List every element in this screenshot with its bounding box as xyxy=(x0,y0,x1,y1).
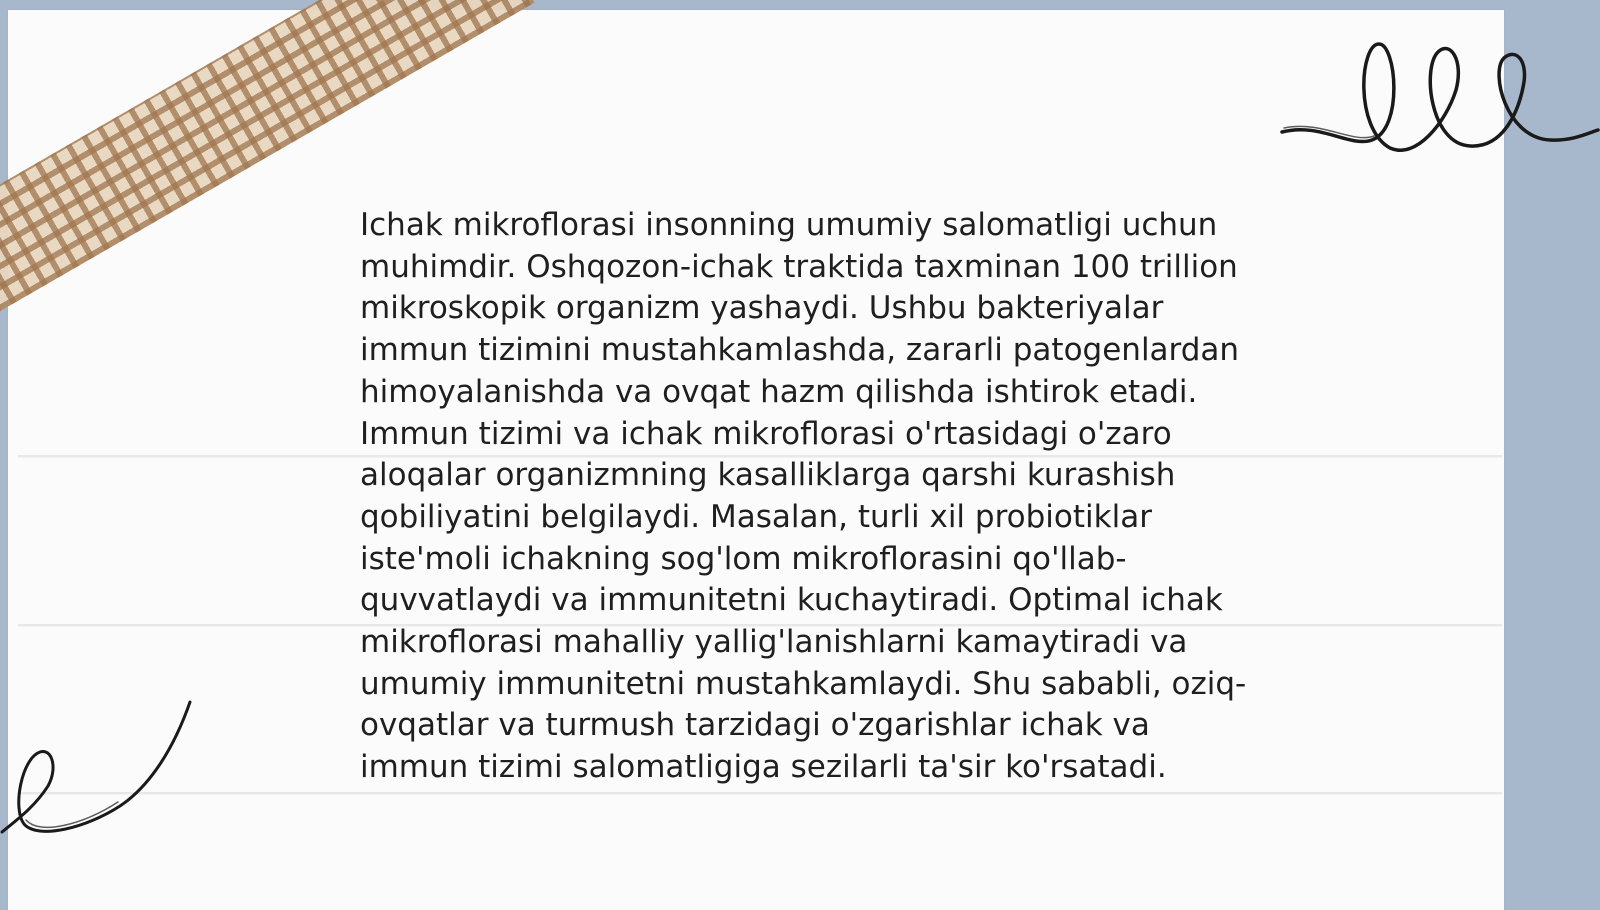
paper-rule-line xyxy=(18,792,1502,794)
scribble-bottom-left-icon xyxy=(0,690,200,850)
scribble-top-right-icon xyxy=(1280,30,1600,160)
body-paragraph: Ichak mikroflorasi insonning umumiy salomatligi uchun muhimdir. Oshqozon-ichak traktida taxminan 100 trillion mikroskopik organizm yashaydi. Ushbu bakteriyalar immun tizimini mustahkamlashda, zararli patogenlardan himoyalanishda va ovqat hazm qilishda ishtirok etadi. Immun tizimi va ichak mikroflorasi o'rtasidagi o'zaro aloqalar organizmning kasalliklarga qarshi kurashish qobiliyatini belgilaydi. Masalan, turli xil probiotiklar iste'moli ichakning sog'lom mikroflorasini qo'llab-quvvatlaydi va immunitetni kuchaytiradi. Optimal ichak mikroflorasi mahalliy yallig'lanishlarni kamaytiradi va umumiy immunitetni mustahkamlaydi. Shu sababli, oziq-ovqatlar va turmush tarzidagi o'zgarishlar ichak va immun tizimi salomatligiga sezilarli ta'sir ko'rsatadi. xyxy=(360,207,1247,786)
